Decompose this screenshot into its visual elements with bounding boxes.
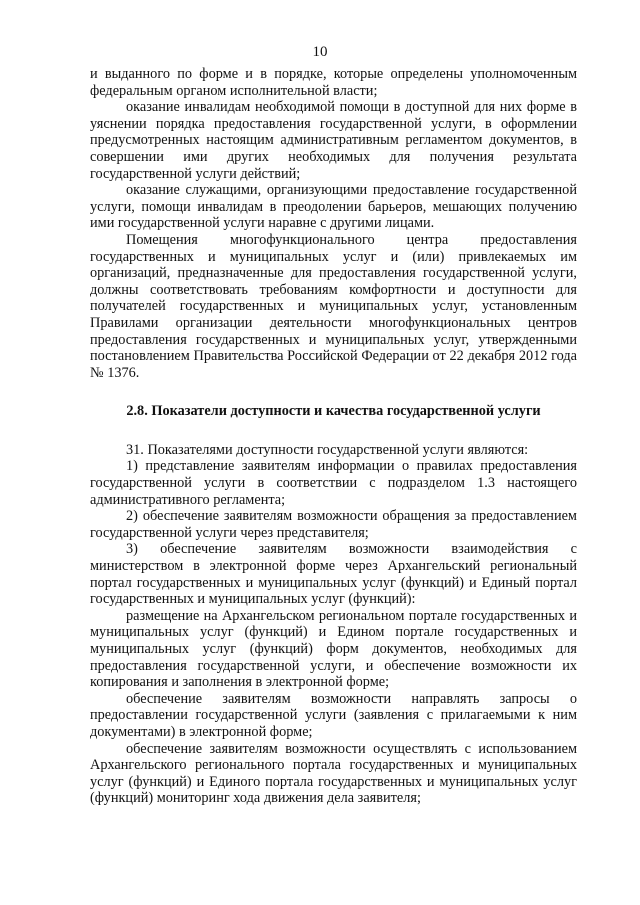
paragraph: 2) обеспечение заявителям возможности обращения за предоставлением государственной услуги через представителя;: [90, 508, 577, 541]
page-number: 10: [312, 44, 328, 60]
paragraph: размещение на Архангельском региональном портале государственных и муниципальных услуг (функций) и Едином портале государственных и муниципальных услуг (функций) форм документов, необходимых для предоставления государственной услуги, и обеспечение возможности их копирования и заполнения в электронной форме;: [90, 607, 577, 691]
paragraph: Помещения многофункционального центра предоставления государственных и муниципальных услуг и (или) привлекаемых им организаций, предназначенные для предоставления государственной услуги, должны соответствовать требованиям комфортности и доступности для получателей государственных и муниципальных услуг, установленным Правилами организации деятельности многофункциональных центров предоставления государственных и муниципальных услуг, утвержденными постановлением Правительства Российской Федерации от 22 декабря 2012 года № 1376.: [90, 231, 577, 381]
paragraph: оказание инвалидам необходимой помощи в доступной для них форме в уяснении порядка предоставления государственной услуги, в оформлении предусмотренных настоящим административным регламентом документов, в совершении ими других необходимых для получения результата государственной услуги действий;: [90, 99, 577, 182]
paragraph: 1) представление заявителям информации о правилах предоставления государственной услуги в соответствии с подразделом 1.3 настоящего административного регламента;: [90, 458, 577, 508]
paragraph: и выданного по форме и в порядке, которые определены уполномоченным федеральным органом исполнительной власти;: [90, 66, 577, 99]
paragraph: 3) обеспечение заявителям возможности взаимодействия с министерством в электронной форме через Архангельский региональный портал государственных и муниципальных услуг (функций) и Единый портал государственных и муниципальных услуг (функций):: [90, 541, 577, 608]
paragraph: 31. Показателями доступности государственной услуги являются:: [126, 441, 529, 458]
section-heading: 2.8. Показатели доступности и качества государственной услуги: [126, 403, 541, 420]
paragraph: обеспечение заявителям возможности осуществлять с использованием Архангельского регионального портала государственных и муниципальных услуг (функций) и Единого портала государственных и муниципальных услуг (функций) мониторинг хода движения дела заявителя;: [90, 740, 577, 807]
paragraph: обеспечение заявителям возможности направлять запросы о предоставлении государственной услуги (заявления с прилагаемыми к ним документами) в электронной форме;: [90, 690, 577, 740]
paragraph: оказание служащими, организующими предоставление государственной услуги, помощи инвалидам в преодолении барьеров, мешающих получению ими государственной услуги наравне с другими лицами.: [90, 182, 577, 232]
document-body: [90, 66, 577, 807]
